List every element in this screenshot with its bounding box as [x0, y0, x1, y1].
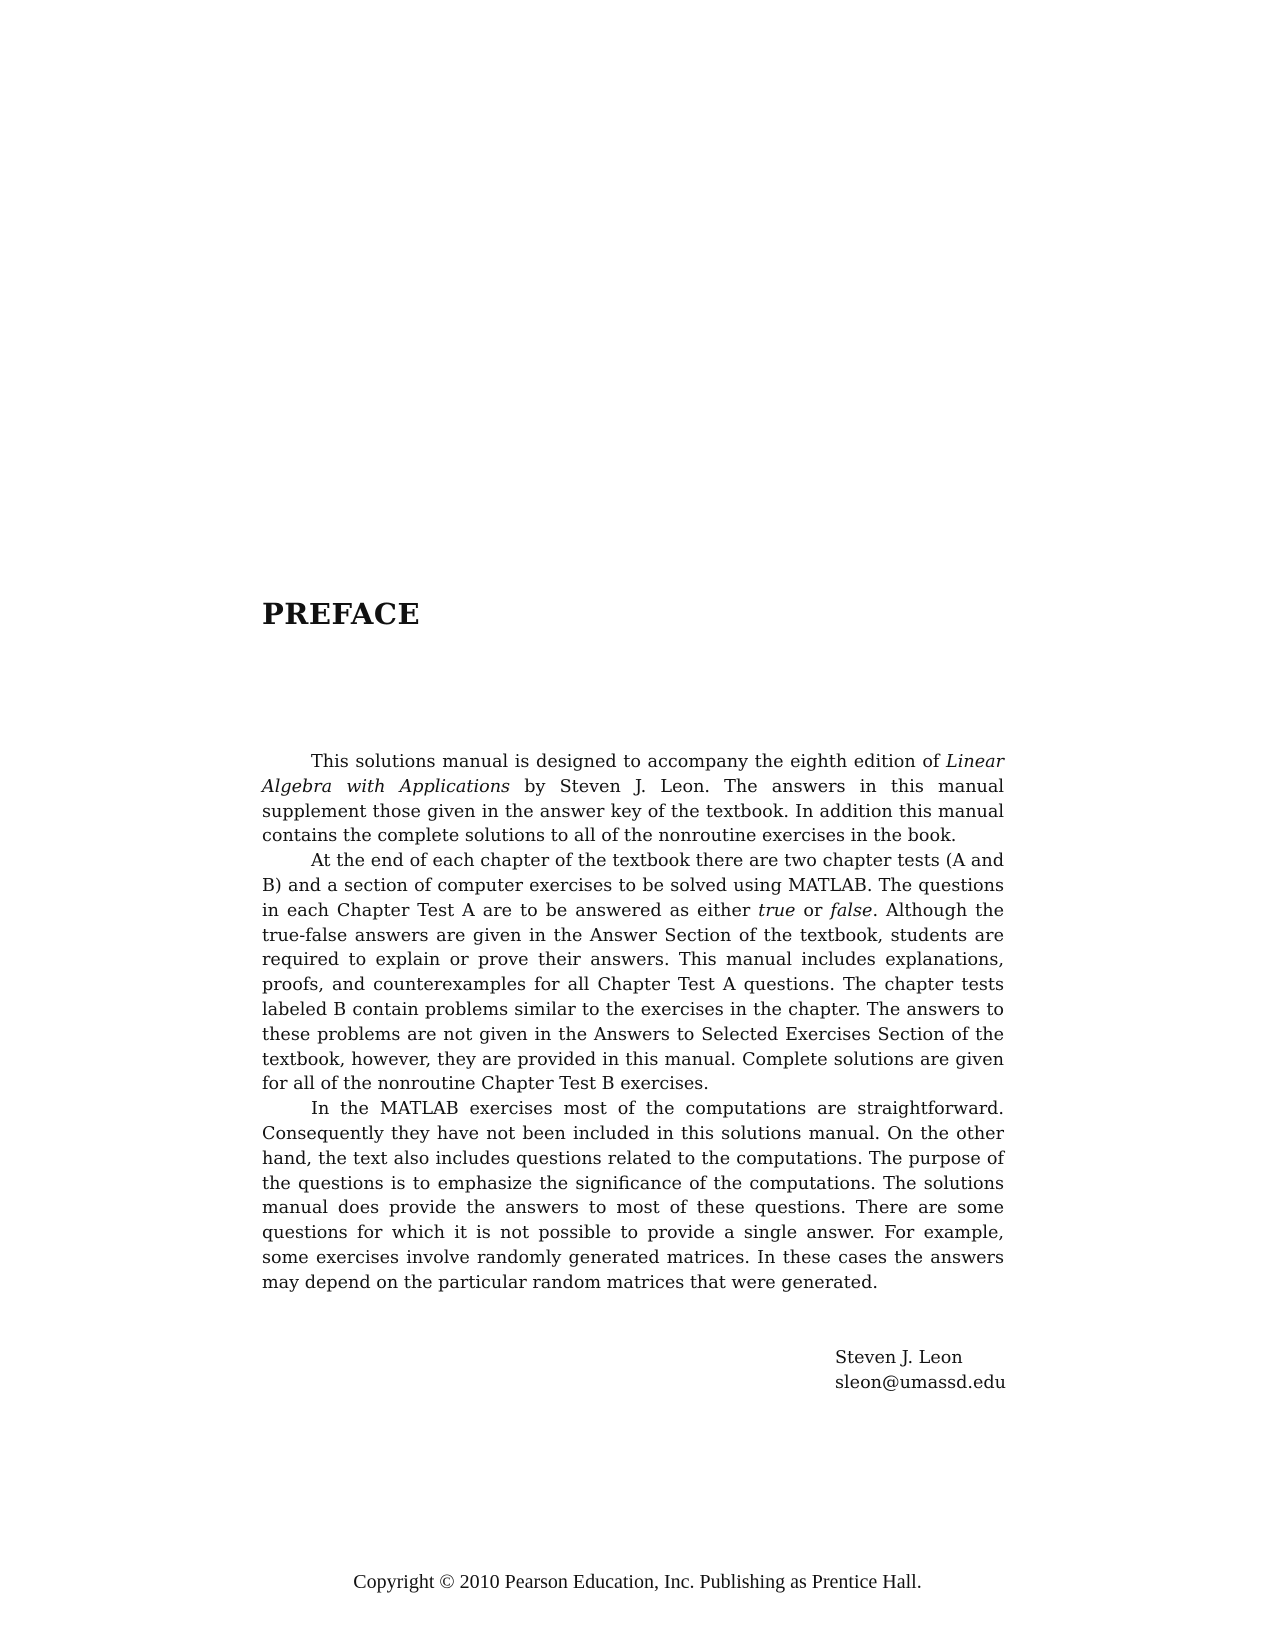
author-email: sleon@umassd.edu — [835, 1372, 1007, 1393]
paragraph-2-text-a: At the end of each chapter of the textbook there are two chapter tests (A and B) and a section of computer exercises to be solved using MATLAB. The questions in each Chapter Test A are to be answered as either — [262, 851, 1004, 921]
paragraph-1-text-a: This solutions manual is designed to accompany the eighth edition of — [311, 752, 947, 772]
paragraph-2 — [262, 849, 1004, 1097]
paragraph-3 — [262, 1097, 1004, 1295]
paragraph-2-text-e: . Although the true-false answers are given in the Answer Section of the textbook, students are required to explain or prove their answers. This manual includes explanations, proofs, and counterexamples for all Chapter Test A questions. The chapter tests labeled B contain problems similar to the exercises in the chapter. The answers to these problems are not given in the Answers to Selected Exercises Section of the textbook, however, they are provided in this manual. Complete solutions are given for all of the nonroutine Chapter Test B exercises. — [262, 900, 1004, 1095]
book-title: Linear Algebra with Applications — [262, 752, 1004, 797]
paragraph-2-text-c: or — [795, 900, 831, 921]
copyright-footer: Copyright © 2010 Pearson Education, Inc. Publishing as Prentice Hall. — [353, 1571, 922, 1593]
author-name: Steven J. Leon — [835, 1348, 963, 1368]
true-term: true — [758, 900, 796, 921]
paragraph-1 — [262, 750, 1004, 849]
page-title: PREFACE — [262, 597, 421, 631]
paragraph-3-text-a: In the MATLAB exercises most of the computations are straightforward. Consequently they have not been included in this solutions manual. On the other hand, the text also includes questions related to the computations. The purpose of the questions is to emphasize the significance of the computations. The solutions manual does provide the answers to most of these questions. There are some questions for which it is not possible to provide a single answer. For example, some exercises involve randomly generated matrices. In these cases the answers may depend on the particular random matrices that were generated. — [262, 1099, 1004, 1293]
paragraph-1-text-c: by Steven J. Leon. The answers in this manual supplement those given in the answer key of the textbook. In addition this manual contains the complete solutions to all of the nonroutine exercises in the book. — [262, 776, 1004, 847]
false-term: false — [830, 900, 873, 921]
signature-block — [835, 1346, 1006, 1396]
preface-body — [262, 750, 1004, 1296]
